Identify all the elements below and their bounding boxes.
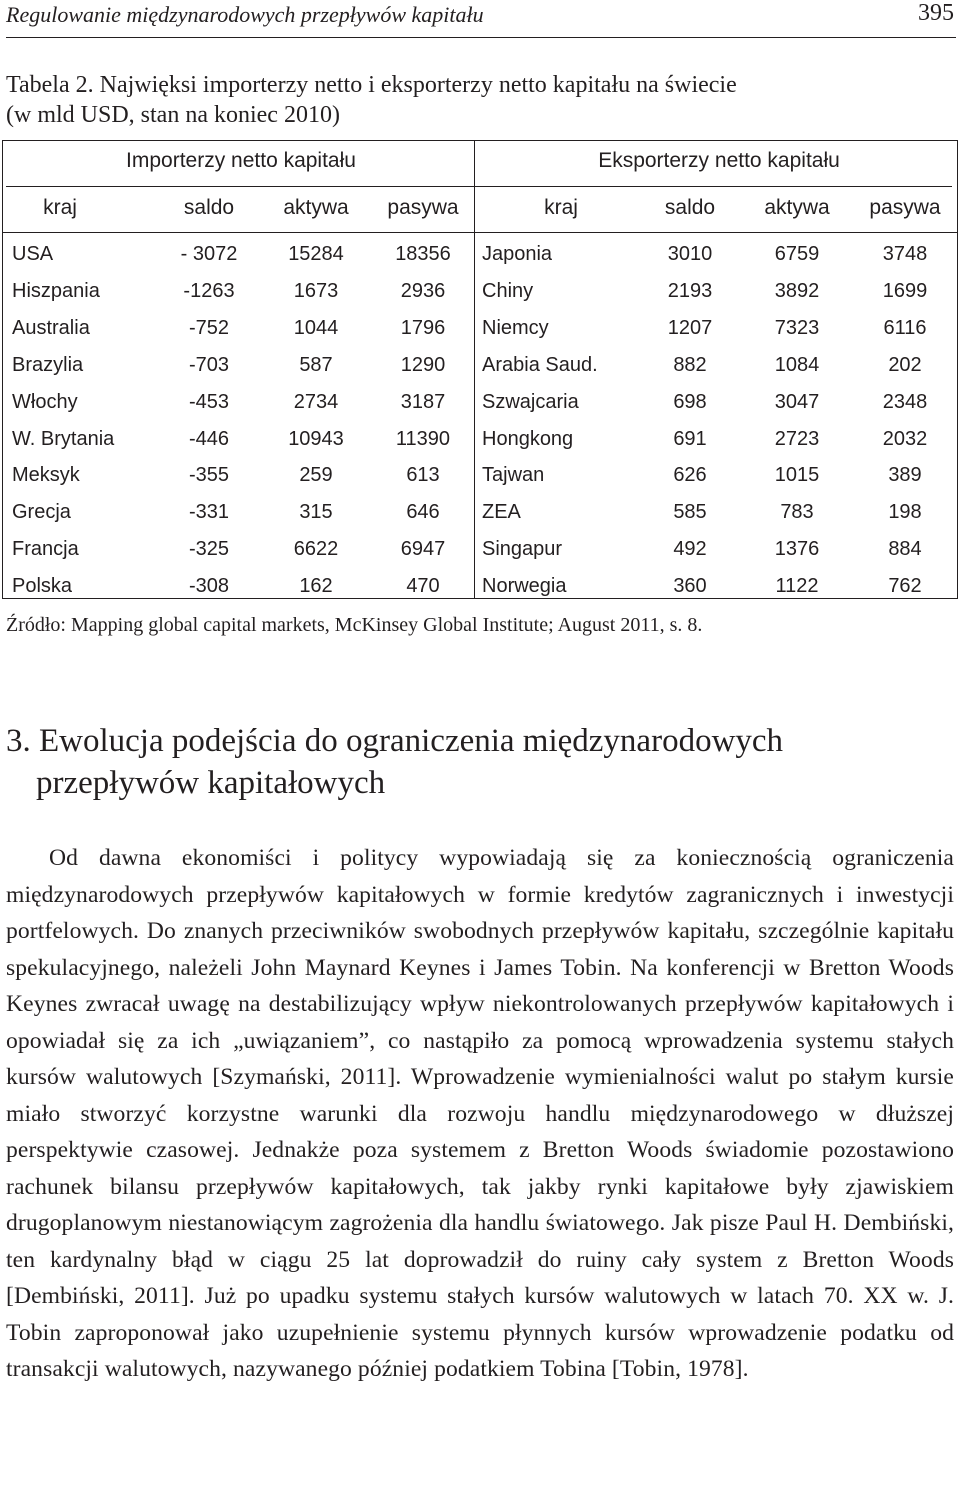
capital-flows-table [2, 140, 958, 599]
table-cell-exp-saldo: 1207 [667, 316, 713, 339]
table-cell-imp-liabilities: 11390 [395, 427, 451, 450]
table-cell-imp-assets: 587 [299, 353, 333, 376]
col-header-exp-saldo: saldo [664, 196, 716, 219]
col-header-imp-liabilities: pasywa [387, 196, 459, 219]
running-title: Regulowanie międzynarodowych przepływów kapitału [6, 2, 484, 27]
table-cell-imp-country: USA [12, 243, 54, 265]
table-cell-exp-assets: 3892 [774, 279, 820, 302]
col-header-imp-assets: aktywa [283, 196, 349, 219]
table-bottom-rule [2, 598, 958, 599]
table-cell-imp-liabilities: 18356 [395, 243, 451, 265]
table-cell-exp-saldo: 698 [673, 390, 707, 413]
table-cell-exp-liabilities: 389 [888, 464, 922, 487]
table-cell-exp-saldo: 360 [673, 575, 707, 598]
table-cell-imp-liabilities: 613 [406, 464, 440, 487]
table-cell-exp-liabilities: 762 [888, 575, 922, 598]
table-cell-imp-saldo: -453 [188, 390, 230, 413]
table-cell-exp-country: Chiny [482, 279, 534, 302]
table-cell-exp-saldo: 626 [673, 464, 707, 487]
table-cell-exp-country: Szwajcaria [482, 390, 579, 413]
table-cell-imp-liabilities: 2936 [400, 279, 446, 302]
table-cell-exp-country: Hongkong [482, 427, 574, 450]
table-cell-imp-assets: 10943 [288, 427, 344, 450]
table-cell-exp-country: ZEA [482, 501, 521, 524]
table-cell-imp-country: Polska [12, 575, 73, 598]
table-cell-imp-assets: 162 [299, 575, 333, 598]
running-header [6, 0, 956, 38]
table-cell-imp-liabilities: 6947 [400, 538, 446, 561]
table-cell-imp-country: Brazylia [12, 353, 84, 376]
group-header-rule [6, 186, 952, 187]
table-cell-imp-liabilities: 646 [406, 501, 440, 524]
table-cell-imp-liabilities: 470 [406, 575, 440, 598]
table-cell-exp-liabilities: 2348 [882, 390, 928, 413]
table-cell-exp-assets: 1122 [775, 575, 819, 598]
table-cell-imp-country: Australia [12, 316, 90, 339]
table-cell-exp-saldo: 492 [673, 538, 707, 561]
col-header-exp-country: kraj [544, 196, 578, 219]
column-header-rule [2, 232, 958, 233]
col-header-imp-saldo: saldo [183, 196, 235, 219]
table-cell-exp-liabilities: 1699 [882, 279, 928, 302]
table-cell-imp-saldo: - 3072 [180, 243, 238, 265]
table-cell-exp-assets: 3047 [774, 390, 820, 413]
table-cell-imp-country: Hiszpania [12, 279, 100, 302]
table-cell-imp-country: Grecja [12, 501, 71, 524]
table-cell-exp-saldo: 3010 [667, 243, 713, 265]
table-cell-exp-country: Arabia Saud. [482, 353, 598, 376]
table-cell-exp-liabilities: 884 [888, 538, 922, 561]
table-cell-exp-saldo: 882 [673, 353, 707, 376]
table-cell-imp-saldo: -1263 [183, 279, 235, 302]
col-header-exp-assets: aktywa [764, 196, 830, 219]
table-cell-imp-saldo: -446 [188, 427, 230, 450]
table-cell-exp-assets: 2723 [774, 427, 820, 450]
table-cell-exp-saldo: 691 [673, 427, 707, 450]
table-cell-imp-country: Francja [12, 538, 79, 561]
table-source-note: Źródło: Mapping global capital markets, McKinsey Global Institute; August 2011, s. 8. [6, 614, 703, 636]
table-cell-imp-saldo: -355 [188, 464, 230, 487]
section-heading [6, 720, 783, 804]
table-cell-exp-assets: 1015 [774, 464, 820, 487]
table-cell-imp-saldo: -308 [188, 575, 230, 598]
group-header-exporters: Eksporterzy netto kapitału [598, 149, 840, 172]
table-cell-imp-country: Meksyk [12, 464, 80, 487]
table-cell-imp-saldo: -331 [188, 501, 230, 524]
table-cell-exp-assets: 783 [780, 501, 814, 524]
table-cell-imp-assets: 259 [299, 464, 333, 487]
table-cell-imp-assets: 2734 [293, 390, 339, 413]
table-cell-exp-country: Norwegia [482, 575, 567, 598]
table-cell-exp-liabilities: 3748 [882, 243, 928, 265]
col-header-exp-liabilities: pasywa [869, 196, 941, 219]
table-cell-imp-country: Włochy [12, 390, 78, 413]
table-cell-exp-saldo: 585 [673, 501, 707, 524]
table-cell-imp-liabilities: 1290 [400, 353, 446, 376]
table-cell-imp-liabilities: 3187 [400, 390, 446, 413]
table-cell-imp-saldo: -325 [188, 538, 230, 561]
page-number: 395 [918, 0, 954, 26]
table-cell-exp-assets: 1376 [774, 538, 820, 561]
table-cell-exp-country: Japonia [482, 243, 553, 265]
table-cell-imp-liabilities: 1796 [400, 316, 446, 339]
table-cell-imp-country: W. Brytania [12, 427, 115, 450]
caption-line-1: Tabela 2. Najwięksi importerzy netto i eksporterzy netto kapitału na świecie [6, 72, 737, 98]
table-top-rule [2, 140, 958, 141]
table-cell-imp-assets: 315 [299, 501, 333, 524]
table-cell-exp-assets: 1084 [774, 353, 820, 376]
table-cell-exp-country: Niemcy [482, 316, 549, 339]
group-header-importers: Importerzy netto kapitału [126, 149, 356, 172]
table-cell-imp-assets: 6622 [293, 538, 339, 561]
table-cell-exp-liabilities: 198 [888, 501, 922, 524]
table-cell-imp-assets: 1044 [293, 316, 339, 339]
table-cell-exp-assets: 6759 [774, 243, 820, 265]
table-cell-imp-saldo: -703 [188, 353, 230, 376]
section-heading-line-2: przepływów kapitałowych [36, 765, 386, 801]
table-cell-exp-saldo: 2193 [667, 279, 713, 302]
table-cell-imp-saldo: -752 [188, 316, 230, 339]
table-cell-exp-liabilities: 2032 [882, 427, 928, 450]
table-cell-exp-country: Tajwan [482, 464, 545, 487]
col-header-imp-country: kraj [43, 196, 77, 219]
table-cell-imp-assets: 1673 [293, 279, 339, 302]
table-cell-exp-liabilities: 6116 [883, 316, 927, 339]
table-cell-exp-liabilities: 202 [888, 353, 922, 376]
table-caption [6, 70, 956, 130]
caption-line-2: (w mld USD, stan na koniec 2010) [6, 102, 340, 128]
table-cell-exp-country: Singapur [482, 538, 563, 561]
table-cell-exp-assets: 7323 [774, 316, 820, 339]
table-cell-imp-assets: 15284 [288, 243, 344, 265]
body-paragraph: Od dawna ekonomiści i politycy wypowiadają się za koniecznością ograniczenia międzynarodowych przepływów kapitałowych w formie kredytów zagranicznych i inwestycji portfelowych. Do znanych przeciwników swobodnych przepływów kapitału, szczególnie kapitału spekulacyjnego, należeli John Maynard Keynes i James Tobin. Na konferencji w Bretton Woods Keynes zwracał uwagę na destabilizujący wpływ niekontrolowanych przepływów kapitałowych i opowiadał się za ich „uwiązaniem”, co nastąpiło za pomocą wprowadzenia systemu stałych kursów walutowych [Szymański, 2011]. Wprowadzenie wymienialności walut po stałym kursie miało stworzyć korzystne warunki dla rozwoju handlu międzynarodowego w dłuższej perspektywie czasowej. Jednakże poza systemem z Bretton Woods świadomie pozostawiono rachunek bilansu przepływów kapitałowych, tak jakby rynki kapitałowe były zjawiskiem drugoplanowym niestanowiącym zagrożenia dla handlu światowego. Jak pisze Paul H. Dembiński, ten kardynalny błąd w ciągu 25 lat doprowadził do ruiny cały system z Bretton Woods [Dembiński, 2011]. Już po upadku systemu stałych kursów walutowych w latach 70. XX w. J. Tobin zaproponował jako uzupełnienie systemu płynnych kursów wprowadzenie podatku od transakcji walutowych, nazywanego później podatkiem Tobina [Tobin, 1978]. [6, 845, 954, 1382]
section-heading-line-1: 3. Ewolucja podejścia do ograniczenia międzynarodowych [6, 723, 784, 759]
